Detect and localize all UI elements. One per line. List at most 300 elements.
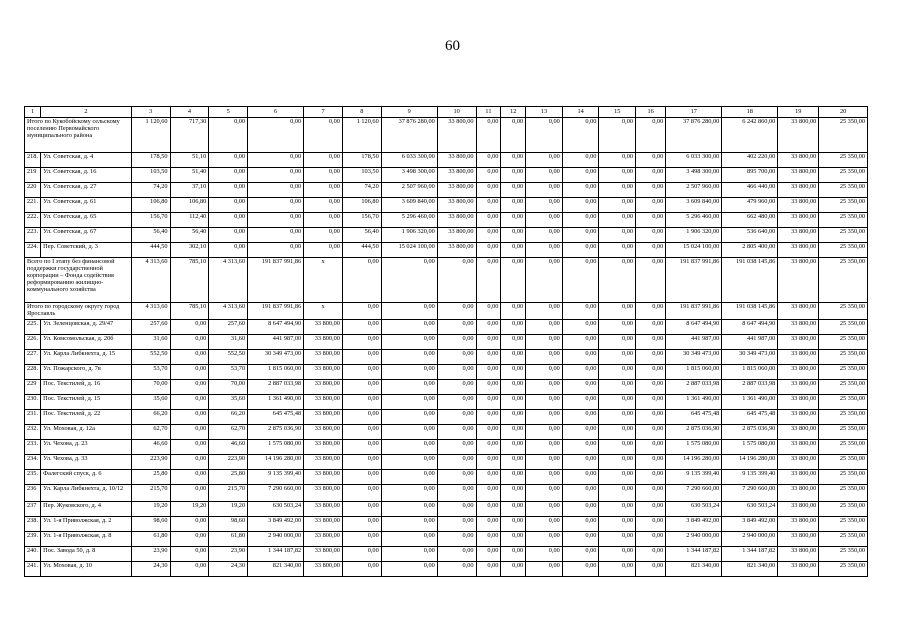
row-number: 224.: [25, 243, 41, 258]
value-cell: 0,00: [636, 183, 666, 198]
value-cell: 35,60: [209, 395, 248, 410]
value-cell: 821 340,00: [666, 562, 722, 577]
value-cell: 33 800,00: [304, 455, 343, 470]
value-cell: 0,00: [501, 153, 526, 168]
table-row: [25, 153, 868, 168]
value-cell: 0,00: [437, 502, 476, 517]
column-number: 20: [819, 107, 868, 118]
value-cell: 0,00: [476, 562, 501, 577]
row-number: 229: [25, 380, 41, 395]
value-cell: 0,00: [476, 380, 501, 395]
value-cell: 0,00: [381, 320, 437, 335]
value-cell: 0,00: [501, 532, 526, 547]
address-cell: Ул. Советская, д. 61: [41, 198, 132, 213]
value-cell: 66,20: [209, 410, 248, 425]
value-cell: 441 987,00: [248, 335, 304, 350]
value-cell: 1 361 490,00: [666, 395, 722, 410]
value-cell: 53,70: [209, 365, 248, 380]
value-cell: 51,40: [170, 168, 209, 183]
value-cell: 0,00: [342, 320, 381, 335]
value-cell: 33 800,00: [778, 380, 819, 395]
value-cell: 33 800,00: [778, 198, 819, 213]
row-number: 240.: [25, 547, 41, 562]
value-cell: 0,00: [562, 562, 599, 577]
value-cell: 7 290 660,00: [248, 485, 304, 502]
value-cell: 466 440,00: [722, 183, 778, 198]
value-cell: 0,00: [599, 365, 636, 380]
address-cell: Ул. Советская, д. 16: [41, 168, 132, 183]
value-cell: 0,00: [170, 425, 209, 440]
value-cell: 0,00: [476, 502, 501, 517]
value-cell: 0,00: [501, 365, 526, 380]
value-cell: 0,00: [476, 532, 501, 547]
value-cell: 156,70: [342, 213, 381, 228]
value-cell: 191 837 991,86: [666, 303, 722, 320]
value-cell: 0,00: [526, 562, 563, 577]
value-cell: 0,00: [501, 485, 526, 502]
value-cell: 645 475,48: [248, 410, 304, 425]
value-cell: 821 340,00: [248, 562, 304, 577]
value-cell: 0,00: [599, 303, 636, 320]
value-cell: 0,00: [526, 380, 563, 395]
value-cell: 3 849 492,00: [722, 517, 778, 532]
value-cell: 0,00: [304, 183, 343, 198]
value-cell: 1 120,60: [342, 118, 381, 153]
row-number: 236: [25, 485, 41, 502]
value-cell: 33 800,00: [778, 303, 819, 320]
value-cell: 31,60: [209, 335, 248, 350]
table-row: [25, 532, 868, 547]
value-cell: 0,00: [599, 228, 636, 243]
value-cell: 178,50: [342, 153, 381, 168]
value-cell: 33 800,00: [778, 228, 819, 243]
value-cell: 178,50: [131, 153, 170, 168]
table-row: [25, 213, 868, 228]
value-cell: 0,00: [170, 532, 209, 547]
value-cell: 0,00: [501, 440, 526, 455]
value-cell: 0,00: [209, 228, 248, 243]
value-cell: 0,00: [342, 485, 381, 502]
value-cell: 0,00: [170, 440, 209, 455]
value-cell: 25 350,00: [819, 470, 868, 485]
value-cell: 0,00: [342, 517, 381, 532]
value-cell: 33 800,00: [304, 395, 343, 410]
value-cell: 645 475,48: [666, 410, 722, 425]
value-cell: 0,00: [636, 335, 666, 350]
value-cell: 0,00: [209, 168, 248, 183]
value-cell: 444,50: [131, 243, 170, 258]
value-cell: 7 290 660,00: [666, 485, 722, 502]
value-cell: 0,00: [342, 547, 381, 562]
value-cell: 0,00: [526, 365, 563, 380]
value-cell: 33 800,00: [304, 532, 343, 547]
value-cell: 35,60: [131, 395, 170, 410]
value-cell: 0,00: [170, 455, 209, 470]
value-cell: 2 875 036,90: [666, 425, 722, 440]
value-cell: 0,00: [526, 118, 563, 153]
value-cell: 8 647 494,90: [248, 320, 304, 335]
value-cell: 30 349 473,00: [722, 350, 778, 365]
value-cell: 3 849 492,00: [666, 517, 722, 532]
address-cell: Ул. Моховая, д. 12а: [41, 425, 132, 440]
value-cell: 0,00: [381, 547, 437, 562]
value-cell: 33 800,00: [304, 485, 343, 502]
row-number: 237: [25, 502, 41, 517]
value-cell: 25 350,00: [819, 350, 868, 365]
value-cell: 0,00: [562, 350, 599, 365]
value-cell: 106,80: [170, 198, 209, 213]
value-cell: 0,00: [342, 425, 381, 440]
value-cell: 1 815 060,00: [248, 365, 304, 380]
value-cell: 2 875 036,90: [248, 425, 304, 440]
value-cell: 0,00: [636, 198, 666, 213]
value-cell: 0,00: [381, 380, 437, 395]
value-cell: 0,00: [501, 303, 526, 320]
value-cell: 33 800,00: [304, 470, 343, 485]
value-cell: 0,00: [476, 485, 501, 502]
value-cell: 0,00: [248, 118, 304, 153]
value-cell: 30 349 473,00: [248, 350, 304, 365]
table-row: [25, 470, 868, 485]
value-cell: 25 350,00: [819, 198, 868, 213]
value-cell: 0,00: [437, 562, 476, 577]
row-number: 238.: [25, 517, 41, 532]
row-number: 241.: [25, 562, 41, 577]
address-cell: Ул. Советская, д. 65: [41, 213, 132, 228]
page-number: 60: [445, 38, 460, 54]
value-cell: 0,00: [636, 168, 666, 183]
value-cell: 645 475,48: [722, 410, 778, 425]
value-cell: 0,00: [562, 118, 599, 153]
value-cell: 3 609 840,00: [666, 198, 722, 213]
value-cell: 33 800,00: [778, 455, 819, 470]
value-cell: 0,00: [526, 243, 563, 258]
value-cell: 0,00: [381, 365, 437, 380]
value-cell: 0,00: [636, 258, 666, 303]
value-cell: 0,00: [599, 213, 636, 228]
value-cell: 0,00: [526, 395, 563, 410]
column-number: 3: [131, 107, 170, 118]
value-cell: 0,00: [381, 395, 437, 410]
value-cell: 33 800,00: [304, 502, 343, 517]
value-cell: 1 906 320,00: [381, 228, 437, 243]
value-cell: 191 837 991,86: [666, 258, 722, 303]
value-cell: 0,00: [170, 517, 209, 532]
value-cell: 0,00: [342, 303, 381, 320]
value-cell: 0,00: [526, 485, 563, 502]
value-cell: 191 837 991,86: [248, 303, 304, 320]
value-cell: 0,00: [342, 335, 381, 350]
table-row: [25, 243, 868, 258]
value-cell: 0,00: [342, 532, 381, 547]
value-cell: 0,00: [342, 365, 381, 380]
column-number: 12: [501, 107, 526, 118]
value-cell: 37,10: [170, 183, 209, 198]
value-cell: 0,00: [248, 198, 304, 213]
value-cell: 0,00: [170, 335, 209, 350]
value-cell: 0,00: [248, 153, 304, 168]
subtotal-row: [25, 118, 868, 153]
value-cell: 33 800,00: [437, 118, 476, 153]
value-cell: 215,70: [131, 485, 170, 502]
value-cell: 0,00: [170, 562, 209, 577]
value-cell: 223,90: [209, 455, 248, 470]
value-cell: 785,10: [170, 258, 209, 303]
address-cell: Ул. Чехова, д. 23: [41, 440, 132, 455]
value-cell: 0,00: [562, 168, 599, 183]
value-cell: 0,00: [526, 198, 563, 213]
value-cell: 0,00: [170, 395, 209, 410]
value-cell: 33 800,00: [778, 470, 819, 485]
value-cell: 0,00: [437, 365, 476, 380]
value-cell: 2 940 000,00: [722, 532, 778, 547]
value-cell: 33 800,00: [304, 562, 343, 577]
value-cell: 33 800,00: [778, 440, 819, 455]
value-cell: 0,00: [437, 455, 476, 470]
row-number: 222.: [25, 213, 41, 228]
column-number: 13: [526, 107, 563, 118]
subtotal-label: Итого по городскому округу город Ярославль: [25, 303, 132, 320]
value-cell: 33 800,00: [437, 228, 476, 243]
value-cell: 0,00: [501, 395, 526, 410]
value-cell: 0,00: [599, 118, 636, 153]
value-cell: 33 800,00: [778, 183, 819, 198]
value-cell: 33 800,00: [304, 425, 343, 440]
value-cell: 56,40: [342, 228, 381, 243]
value-cell: 15 024 100,00: [666, 243, 722, 258]
value-cell: 0,00: [526, 455, 563, 470]
value-cell: 0,00: [636, 213, 666, 228]
table-row: [25, 517, 868, 532]
value-cell: 0,00: [562, 320, 599, 335]
value-cell: 0,00: [437, 380, 476, 395]
value-cell: 33 800,00: [778, 425, 819, 440]
value-cell: 98,60: [131, 517, 170, 532]
row-number: 226.: [25, 335, 41, 350]
value-cell: 30 349 473,00: [666, 350, 722, 365]
value-cell: 0,00: [476, 183, 501, 198]
value-cell: 0,00: [526, 502, 563, 517]
row-number: 235.: [25, 470, 41, 485]
column-number: 15: [599, 107, 636, 118]
value-cell: 0,00: [599, 350, 636, 365]
value-cell: 0,00: [599, 320, 636, 335]
value-cell: 0,00: [476, 455, 501, 470]
value-cell: 0,00: [501, 380, 526, 395]
value-cell: 33 800,00: [778, 547, 819, 562]
value-cell: 0,00: [476, 258, 501, 303]
table-body: [25, 107, 868, 577]
value-cell: 0,00: [476, 350, 501, 365]
value-cell: 0,00: [526, 228, 563, 243]
value-cell: 33 800,00: [778, 243, 819, 258]
value-cell: 0,00: [599, 562, 636, 577]
value-cell: 552,50: [209, 350, 248, 365]
value-cell: 0,00: [437, 258, 476, 303]
value-cell: 33 800,00: [304, 365, 343, 380]
value-cell: 0,00: [599, 440, 636, 455]
value-cell: 103,50: [131, 168, 170, 183]
value-cell: 215,70: [209, 485, 248, 502]
value-cell: 2 887 033,98: [666, 380, 722, 395]
value-cell: 0,00: [599, 502, 636, 517]
value-cell: 0,00: [599, 425, 636, 440]
value-cell: 33 800,00: [778, 258, 819, 303]
row-number: 230.: [25, 395, 41, 410]
value-cell: 3 498 300,00: [666, 168, 722, 183]
value-cell: 4 313,60: [209, 258, 248, 303]
table-row: [25, 320, 868, 335]
value-cell: 0,00: [599, 547, 636, 562]
value-cell: 33 800,00: [778, 168, 819, 183]
value-cell: 0,00: [636, 380, 666, 395]
value-cell: 0,00: [304, 198, 343, 213]
value-cell: 0,00: [304, 168, 343, 183]
value-cell: 0,00: [342, 562, 381, 577]
value-cell: 25 350,00: [819, 153, 868, 168]
value-cell: 1 344 187,82: [666, 547, 722, 562]
value-cell: 0,00: [170, 365, 209, 380]
value-cell: 106,80: [131, 198, 170, 213]
value-cell: 0,00: [562, 440, 599, 455]
value-cell: 24,30: [209, 562, 248, 577]
value-cell: 98,60: [209, 517, 248, 532]
value-cell: 0,00: [526, 547, 563, 562]
value-cell: 0,00: [562, 365, 599, 380]
value-cell: 37 876 280,00: [666, 118, 722, 153]
value-cell: 0,00: [209, 213, 248, 228]
value-cell: 25 350,00: [819, 183, 868, 198]
value-cell: 0,00: [381, 440, 437, 455]
value-cell: 536 640,00: [722, 228, 778, 243]
value-cell: 0,00: [209, 198, 248, 213]
value-cell: 0,00: [562, 380, 599, 395]
value-cell: 106,80: [342, 198, 381, 213]
value-cell: 3 498 300,00: [381, 168, 437, 183]
value-cell: 0,00: [599, 168, 636, 183]
value-cell: 31,60: [131, 335, 170, 350]
value-cell: 0,00: [562, 335, 599, 350]
value-cell: 33 800,00: [778, 335, 819, 350]
value-cell: 0,00: [562, 228, 599, 243]
value-cell: 1 815 060,00: [722, 365, 778, 380]
value-cell: 33 800,00: [778, 410, 819, 425]
value-cell: 25 350,00: [819, 395, 868, 410]
value-cell: 33 800,00: [437, 153, 476, 168]
value-cell: 0,00: [476, 425, 501, 440]
value-cell: 0,00: [599, 485, 636, 502]
value-cell: 0,00: [636, 320, 666, 335]
address-cell: Пер. Советский, д. 3: [41, 243, 132, 258]
table-row: [25, 395, 868, 410]
value-cell: 0,00: [526, 335, 563, 350]
value-cell: 0,00: [248, 228, 304, 243]
value-cell: 8 647 494,90: [722, 320, 778, 335]
value-cell: 0,00: [562, 258, 599, 303]
value-cell: 33 800,00: [437, 183, 476, 198]
value-cell: 7 290 660,00: [722, 485, 778, 502]
value-cell: 0,00: [248, 168, 304, 183]
value-cell: 61,80: [131, 532, 170, 547]
value-cell: 0,00: [636, 470, 666, 485]
value-cell: 0,00: [562, 455, 599, 470]
row-number: 239.: [25, 532, 41, 547]
value-cell: 66,20: [131, 410, 170, 425]
value-cell: 257,60: [131, 320, 170, 335]
value-cell: 33 800,00: [778, 350, 819, 365]
address-cell: Пос. Текстилей, д. 16: [41, 380, 132, 395]
value-cell: 0,00: [476, 470, 501, 485]
value-cell: 0,00: [526, 213, 563, 228]
value-cell: 0,00: [501, 168, 526, 183]
value-cell: 0,00: [437, 335, 476, 350]
value-cell: 33 800,00: [778, 532, 819, 547]
value-cell: 4 313,60: [209, 303, 248, 320]
value-cell: 0,00: [526, 168, 563, 183]
value-cell: 25 350,00: [819, 118, 868, 153]
value-cell: 14 196 280,00: [248, 455, 304, 470]
value-cell: 0,00: [636, 547, 666, 562]
value-cell: 444,50: [342, 243, 381, 258]
address-cell: Ул. Пожарского, д. 7в: [41, 365, 132, 380]
value-cell: 0,00: [501, 118, 526, 153]
value-cell: 0,00: [437, 410, 476, 425]
value-cell: 0,00: [562, 470, 599, 485]
value-cell: 0,00: [501, 562, 526, 577]
value-cell: 0,00: [342, 440, 381, 455]
value-cell: 23,90: [209, 547, 248, 562]
value-cell: 156,70: [131, 213, 170, 228]
value-cell: 0,00: [437, 547, 476, 562]
address-cell: Фалегский спуск, д. 6: [41, 470, 132, 485]
value-cell: 257,60: [209, 320, 248, 335]
value-cell: 0,00: [437, 485, 476, 502]
value-cell: 25 350,00: [819, 365, 868, 380]
value-cell: 25 350,00: [819, 228, 868, 243]
column-number: 10: [437, 107, 476, 118]
value-cell: 37 876 280,00: [381, 118, 437, 153]
value-cell: 4 313,60: [131, 258, 170, 303]
value-cell: 112,40: [170, 213, 209, 228]
value-cell: 1 575 080,00: [248, 440, 304, 455]
value-cell: 0,00: [562, 425, 599, 440]
value-cell: 4 313,60: [131, 303, 170, 320]
value-cell: 0,00: [501, 213, 526, 228]
value-cell: 0,00: [437, 532, 476, 547]
value-cell: 0,00: [209, 243, 248, 258]
value-cell: 0,00: [599, 395, 636, 410]
value-cell: 19,20: [131, 502, 170, 517]
value-cell: 23,90: [131, 547, 170, 562]
value-cell: 0,00: [501, 258, 526, 303]
value-cell: 33 800,00: [778, 213, 819, 228]
value-cell: 9 135 399,40: [722, 470, 778, 485]
value-cell: 0,00: [562, 243, 599, 258]
value-cell: 0,00: [562, 198, 599, 213]
value-cell: 51,10: [170, 153, 209, 168]
value-cell: 0,00: [342, 410, 381, 425]
value-cell: 0,00: [599, 153, 636, 168]
value-cell: 0,00: [636, 303, 666, 320]
value-cell: 0,00: [599, 258, 636, 303]
value-cell: 25 350,00: [819, 303, 868, 320]
value-cell: 9 135 399,40: [666, 470, 722, 485]
value-cell: 0,00: [636, 562, 666, 577]
value-cell: 33 800,00: [437, 198, 476, 213]
value-cell: 33 800,00: [778, 562, 819, 577]
value-cell: 0,00: [599, 335, 636, 350]
value-cell: 0,00: [476, 395, 501, 410]
